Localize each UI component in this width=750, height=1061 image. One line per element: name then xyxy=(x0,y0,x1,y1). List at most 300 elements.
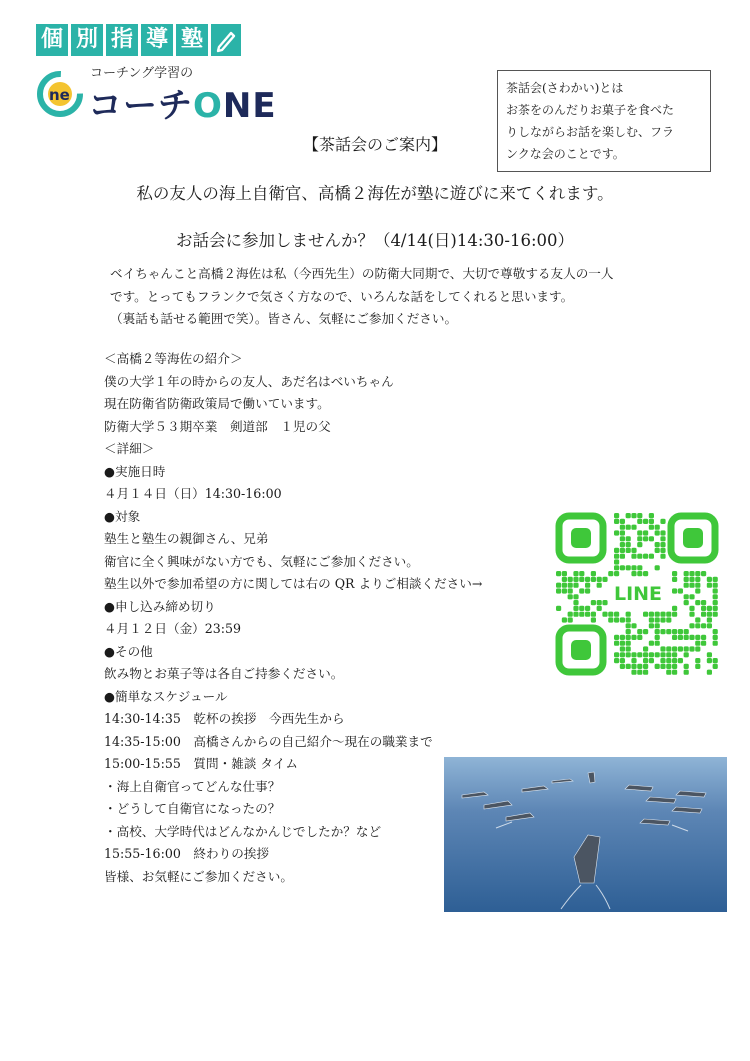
qr-module xyxy=(695,577,700,582)
qr-module xyxy=(556,571,561,576)
qr-module xyxy=(678,646,683,651)
qr-module xyxy=(707,577,712,582)
qr-module xyxy=(626,646,631,651)
kobetsu-char-5: 塾 xyxy=(176,24,208,56)
qr-module xyxy=(556,583,561,588)
qr-module xyxy=(626,513,631,518)
qr-module xyxy=(660,554,665,559)
qr-module xyxy=(672,670,677,675)
qr-module xyxy=(660,519,665,524)
qr-module xyxy=(695,571,700,576)
qr-module xyxy=(713,583,718,588)
qr-module xyxy=(672,658,677,663)
qr-module xyxy=(631,652,636,657)
qr-module xyxy=(707,617,712,622)
qr-module xyxy=(585,612,590,617)
qr-module xyxy=(591,617,596,622)
qr-module xyxy=(660,530,665,535)
qr-module xyxy=(643,629,648,634)
qr-module xyxy=(573,594,578,599)
qr-module xyxy=(695,588,700,593)
qr-module xyxy=(660,536,665,541)
qr-module xyxy=(585,588,590,593)
qr-module xyxy=(695,623,700,628)
qr-module xyxy=(695,658,700,663)
qr-module xyxy=(684,577,689,582)
qr-module xyxy=(672,629,677,634)
qr-module xyxy=(637,554,642,559)
qr-module xyxy=(713,588,718,593)
qr-module xyxy=(689,635,694,640)
qr-module xyxy=(620,646,625,651)
qr-module xyxy=(695,646,700,651)
qr-module xyxy=(678,658,683,663)
qr-module xyxy=(597,577,602,582)
qr-module xyxy=(655,652,660,657)
qr-module xyxy=(614,548,619,553)
qr-module xyxy=(684,652,689,657)
detail-line: ●その他 xyxy=(104,643,153,659)
qr-module xyxy=(614,513,619,518)
qr-module xyxy=(649,658,654,663)
qr-module xyxy=(631,670,636,675)
qr-module xyxy=(649,623,654,628)
intro-paragraph xyxy=(110,263,650,331)
qr-module xyxy=(713,577,718,582)
detail-line: ・海上自衛官ってどんな仕事？ xyxy=(104,778,281,794)
qr-module xyxy=(649,652,654,657)
qr-module xyxy=(608,571,613,576)
qr-module xyxy=(713,658,718,663)
qr-module xyxy=(556,606,561,611)
qr-module xyxy=(620,641,625,646)
qr-module xyxy=(631,525,636,530)
qr-module xyxy=(626,641,631,646)
qr-module xyxy=(643,519,648,524)
qr-module xyxy=(695,641,700,646)
qr-module xyxy=(672,606,677,611)
qr-module xyxy=(655,525,660,530)
qr-module xyxy=(707,658,712,663)
detail-line: 僕の大学１年の時からの友人、あだ名はべいちゃん xyxy=(104,373,394,389)
qr-module xyxy=(695,600,700,605)
detail-line: 塾生以外で参加希望の方に関しては右の QR よりご相談ください→ xyxy=(104,576,483,591)
qr-module xyxy=(614,554,619,559)
qr-module xyxy=(695,664,700,669)
qr-module xyxy=(666,652,671,657)
qr-module xyxy=(620,652,625,657)
brand-suffix: NE xyxy=(222,86,277,126)
qr-module xyxy=(707,583,712,588)
qr-module xyxy=(614,658,619,663)
qr-module xyxy=(631,554,636,559)
qr-module xyxy=(707,612,712,617)
qr-module xyxy=(713,600,718,605)
qr-module xyxy=(655,617,660,622)
qr-module xyxy=(637,513,642,518)
qr-module xyxy=(672,635,677,640)
qr-module xyxy=(637,670,642,675)
qr-module xyxy=(701,635,706,640)
qr-module xyxy=(672,612,677,617)
qr-module xyxy=(614,617,619,622)
qr-module xyxy=(620,565,625,570)
qr-module xyxy=(573,577,578,582)
line-logo-text: LINE xyxy=(613,583,663,605)
qr-module xyxy=(643,646,648,651)
info-line: りしながらお話を楽しむ、フラ xyxy=(506,125,675,139)
qr-module xyxy=(620,519,625,524)
qr-module xyxy=(579,612,584,617)
qr-module xyxy=(573,612,578,617)
qr-module xyxy=(597,600,602,605)
detail-line: 15:00-15:55 質問・雑談 タイム xyxy=(104,756,298,771)
qr-module xyxy=(707,606,712,611)
qr-module xyxy=(660,617,665,622)
qr-module xyxy=(626,536,631,541)
qr-module xyxy=(678,629,683,634)
qr-module xyxy=(620,554,625,559)
qr-module xyxy=(649,536,654,541)
kobetsu-char-1: 個 xyxy=(36,24,68,56)
qr-module xyxy=(666,646,671,651)
qr-module xyxy=(637,664,642,669)
qr-module xyxy=(701,571,706,576)
qr-module xyxy=(614,565,619,570)
qr-module xyxy=(689,623,694,628)
qr-module xyxy=(660,542,665,547)
qr-module xyxy=(643,530,648,535)
qr-module xyxy=(631,565,636,570)
brand-subtitle: コーチング学習の xyxy=(90,66,194,81)
qr-module xyxy=(626,623,631,628)
qr-module xyxy=(666,612,671,617)
qr-module xyxy=(620,617,625,622)
qr-module xyxy=(655,664,660,669)
qr-module xyxy=(626,664,631,669)
qr-module xyxy=(620,542,625,547)
qr-module xyxy=(666,664,671,669)
qr-module xyxy=(562,588,567,593)
qr-module xyxy=(620,530,625,535)
qr-module xyxy=(631,658,636,663)
qr-module xyxy=(689,571,694,576)
qr-module xyxy=(637,519,642,524)
qr-module xyxy=(713,641,718,646)
school-name-banner xyxy=(36,24,241,56)
qr-module xyxy=(591,571,596,576)
qr-module xyxy=(672,664,677,669)
qr-module xyxy=(631,635,636,640)
qr-module xyxy=(573,600,578,605)
qr-module xyxy=(689,612,694,617)
qr-module xyxy=(684,670,689,675)
qr-module xyxy=(649,513,654,518)
qr-module xyxy=(643,664,648,669)
detail-line: 現在防衛省防衛政策局で働いています。 xyxy=(104,396,330,411)
qr-module xyxy=(643,612,648,617)
qr-module xyxy=(689,646,694,651)
qr-module xyxy=(614,519,619,524)
qr-module xyxy=(672,646,677,651)
qr-module xyxy=(701,600,706,605)
qr-module xyxy=(620,635,625,640)
coach-one-logo-mark xyxy=(36,70,86,118)
line-qr-code[interactable] xyxy=(555,512,719,676)
qr-module xyxy=(637,536,642,541)
invite-text: お話会に参加しませんか？（4/14(日)14:30-16:00） xyxy=(175,231,575,250)
detail-line: ＜高橋２等海佐の紹介＞ xyxy=(104,351,243,366)
qr-module xyxy=(568,577,573,582)
qr-module xyxy=(562,617,567,622)
qr-module xyxy=(684,635,689,640)
brand-o: O xyxy=(193,86,223,126)
qr-module xyxy=(614,559,619,564)
qr-module xyxy=(689,606,694,611)
qr-module xyxy=(660,612,665,617)
sawakai-definition-box xyxy=(497,70,711,172)
qr-module xyxy=(591,600,596,605)
qr-module xyxy=(620,548,625,553)
intro-line: です。とってもフランクで気さく方なので、いろんな話をしてくれると思います。 xyxy=(110,288,574,304)
qr-module xyxy=(707,670,712,675)
qr-module xyxy=(626,612,631,617)
qr-module xyxy=(655,641,660,646)
brand-name xyxy=(88,78,277,127)
qr-module xyxy=(678,588,683,593)
detail-line: ●対象 xyxy=(104,508,141,524)
qr-module xyxy=(713,606,718,611)
page-title: 【茶話会のご案内】 xyxy=(302,135,447,154)
detail-line: ・高校、大学時代はどんなかんじでしたか？など xyxy=(104,823,382,839)
brand-prefix: コーチ xyxy=(88,86,193,126)
qr-module xyxy=(649,612,654,617)
qr-module xyxy=(614,571,619,576)
qr-module xyxy=(660,658,665,663)
qr-module xyxy=(649,525,654,530)
detail-line: 15:55-16:00 終わりの挨拶 xyxy=(104,846,269,861)
qr-module xyxy=(672,577,677,582)
qr-module xyxy=(655,548,660,553)
qr-module xyxy=(626,629,631,634)
qr-module xyxy=(649,641,654,646)
qr-module xyxy=(666,617,671,622)
qr-finder-bottom-left xyxy=(559,628,603,672)
qr-module xyxy=(684,646,689,651)
qr-module xyxy=(626,652,631,657)
qr-finder-top-right xyxy=(671,516,715,560)
qr-module xyxy=(655,635,660,640)
qr-module xyxy=(597,583,602,588)
qr-module xyxy=(660,652,665,657)
qr-module xyxy=(626,548,631,553)
qr-module xyxy=(585,577,590,582)
qr-module xyxy=(597,606,602,611)
qr-module xyxy=(562,583,567,588)
qr-module xyxy=(672,571,677,576)
qr-module xyxy=(655,542,660,547)
qr-module xyxy=(672,588,677,593)
qr-module xyxy=(637,542,642,547)
qr-module xyxy=(649,554,654,559)
qr-module xyxy=(602,600,607,605)
qr-module xyxy=(695,583,700,588)
detail-line: 塾生と塾生の親御さん、兄弟 xyxy=(104,531,269,546)
qr-module xyxy=(637,635,642,640)
qr-module xyxy=(643,536,648,541)
info-line: ンクな会のことです。 xyxy=(506,147,625,161)
qr-module xyxy=(631,571,636,576)
qr-module xyxy=(643,652,648,657)
qr-module xyxy=(660,629,665,634)
fleet-photo xyxy=(444,757,727,912)
detail-line: ＜詳細＞ xyxy=(104,441,155,456)
qr-module xyxy=(620,658,625,663)
pencil-icon xyxy=(211,24,241,56)
qr-module xyxy=(579,588,584,593)
detail-line: 14:30-14:35 乾杯の挨拶 今西先生から xyxy=(104,711,345,726)
qr-module xyxy=(655,612,660,617)
qr-module xyxy=(666,629,671,634)
qr-module xyxy=(637,629,642,634)
qr-module xyxy=(684,664,689,669)
qr-module xyxy=(608,617,613,622)
qr-module xyxy=(626,565,631,570)
qr-module xyxy=(579,577,584,582)
qr-module xyxy=(579,571,584,576)
qr-module xyxy=(614,635,619,640)
qr-module xyxy=(684,600,689,605)
intro-line: ベイちゃんこと高橋２海佐は私（今西先生）の防衛大同期で、大切で尊敬する友人の一人 xyxy=(110,266,614,281)
qr-module xyxy=(701,606,706,611)
qr-module xyxy=(591,577,596,582)
qr-module xyxy=(660,646,665,651)
qr-module xyxy=(626,617,631,622)
qr-module xyxy=(568,617,573,622)
qr-module xyxy=(620,664,625,669)
qr-module xyxy=(631,623,636,628)
qr-module xyxy=(713,594,718,599)
qr-module xyxy=(591,612,596,617)
qr-module xyxy=(655,530,660,535)
qr-module xyxy=(701,641,706,646)
kobetsu-char-2: 別 xyxy=(71,24,103,56)
qr-module xyxy=(573,583,578,588)
qr-module xyxy=(713,635,718,640)
qr-module xyxy=(672,652,677,657)
kobetsu-char-4: 導 xyxy=(141,24,173,56)
detail-line: ４月１２日（金）23:59 xyxy=(104,621,242,636)
detail-line: ●申し込み締め切り xyxy=(104,598,216,614)
info-line: 茶話会(さわかい)とは xyxy=(506,81,624,95)
intro-line: （裏話も話せる範囲で笑）。皆さん、気軽にご参加ください。 xyxy=(110,311,458,326)
qr-module xyxy=(626,525,631,530)
qr-module xyxy=(643,658,648,663)
qr-module xyxy=(689,583,694,588)
qr-module xyxy=(614,530,619,535)
qr-module xyxy=(620,525,625,530)
qr-module xyxy=(637,571,642,576)
detail-line: 皆様、お気軽にご参加ください。 xyxy=(104,868,293,884)
qr-module xyxy=(626,542,631,547)
qr-module xyxy=(713,664,718,669)
qr-module xyxy=(631,548,636,553)
qr-module xyxy=(637,530,642,535)
qr-module xyxy=(614,652,619,657)
svg-text:ne: ne xyxy=(49,86,70,104)
qr-module xyxy=(701,612,706,617)
qr-module xyxy=(643,571,648,576)
qr-module xyxy=(666,670,671,675)
detail-line: ●簡単なスケジュール xyxy=(104,688,228,704)
qr-module xyxy=(655,623,660,628)
qr-module xyxy=(643,554,648,559)
detail-line: 14:35-15:00 高橋さんからの自己紹介〜現在の職業まで xyxy=(104,733,433,749)
qr-module xyxy=(602,612,607,617)
qr-module xyxy=(689,577,694,582)
kobetsu-char-3: 指 xyxy=(106,24,138,56)
qr-module xyxy=(695,635,700,640)
qr-module xyxy=(707,623,712,628)
qr-module xyxy=(568,594,573,599)
qr-module xyxy=(579,606,584,611)
qr-module xyxy=(660,548,665,553)
qr-module xyxy=(643,670,648,675)
qr-module xyxy=(684,629,689,634)
qr-module xyxy=(614,612,619,617)
detail-line: 防衛大学５３期卒業 剣道部 １児の父 xyxy=(104,418,331,434)
qr-module xyxy=(573,606,578,611)
qr-module xyxy=(556,588,561,593)
qr-module xyxy=(568,583,573,588)
qr-module xyxy=(684,571,689,576)
qr-finder-top-left xyxy=(559,516,603,560)
qr-module xyxy=(637,565,642,570)
qr-module xyxy=(713,612,718,617)
qr-module xyxy=(562,571,567,576)
qr-module xyxy=(568,588,573,593)
qr-module xyxy=(608,612,613,617)
qr-module xyxy=(631,513,636,518)
qr-module xyxy=(631,664,636,669)
qr-module xyxy=(573,571,578,576)
qr-module xyxy=(666,658,671,663)
qr-module xyxy=(568,612,573,617)
detail-line: ４月１４日（日）14:30-16:00 xyxy=(104,486,282,501)
qr-module xyxy=(707,652,712,657)
qr-module xyxy=(562,577,567,582)
qr-module xyxy=(689,594,694,599)
qr-module xyxy=(660,664,665,669)
qr-module xyxy=(713,629,718,634)
lead-text: 私の友人の海上自衛官、高橋２海佐が塾に遊びに来てくれます。 xyxy=(136,184,614,203)
qr-module xyxy=(695,617,700,622)
qr-module xyxy=(655,565,660,570)
qr-module xyxy=(701,623,706,628)
qr-module xyxy=(684,583,689,588)
qr-module xyxy=(614,641,619,646)
qr-module xyxy=(637,652,642,657)
info-line: お茶をのんだりお菓子を食べた xyxy=(506,103,675,117)
qr-module xyxy=(620,536,625,541)
qr-module xyxy=(684,594,689,599)
qr-module xyxy=(585,583,590,588)
detail-line: 飲み物とお菓子等は各自ご持参ください。 xyxy=(104,666,344,681)
qr-module xyxy=(626,635,631,640)
detail-line: 衛官に全く興味がない方でも、気軽にご参加ください。 xyxy=(104,553,419,569)
qr-module xyxy=(602,577,607,582)
qr-module xyxy=(649,519,654,524)
